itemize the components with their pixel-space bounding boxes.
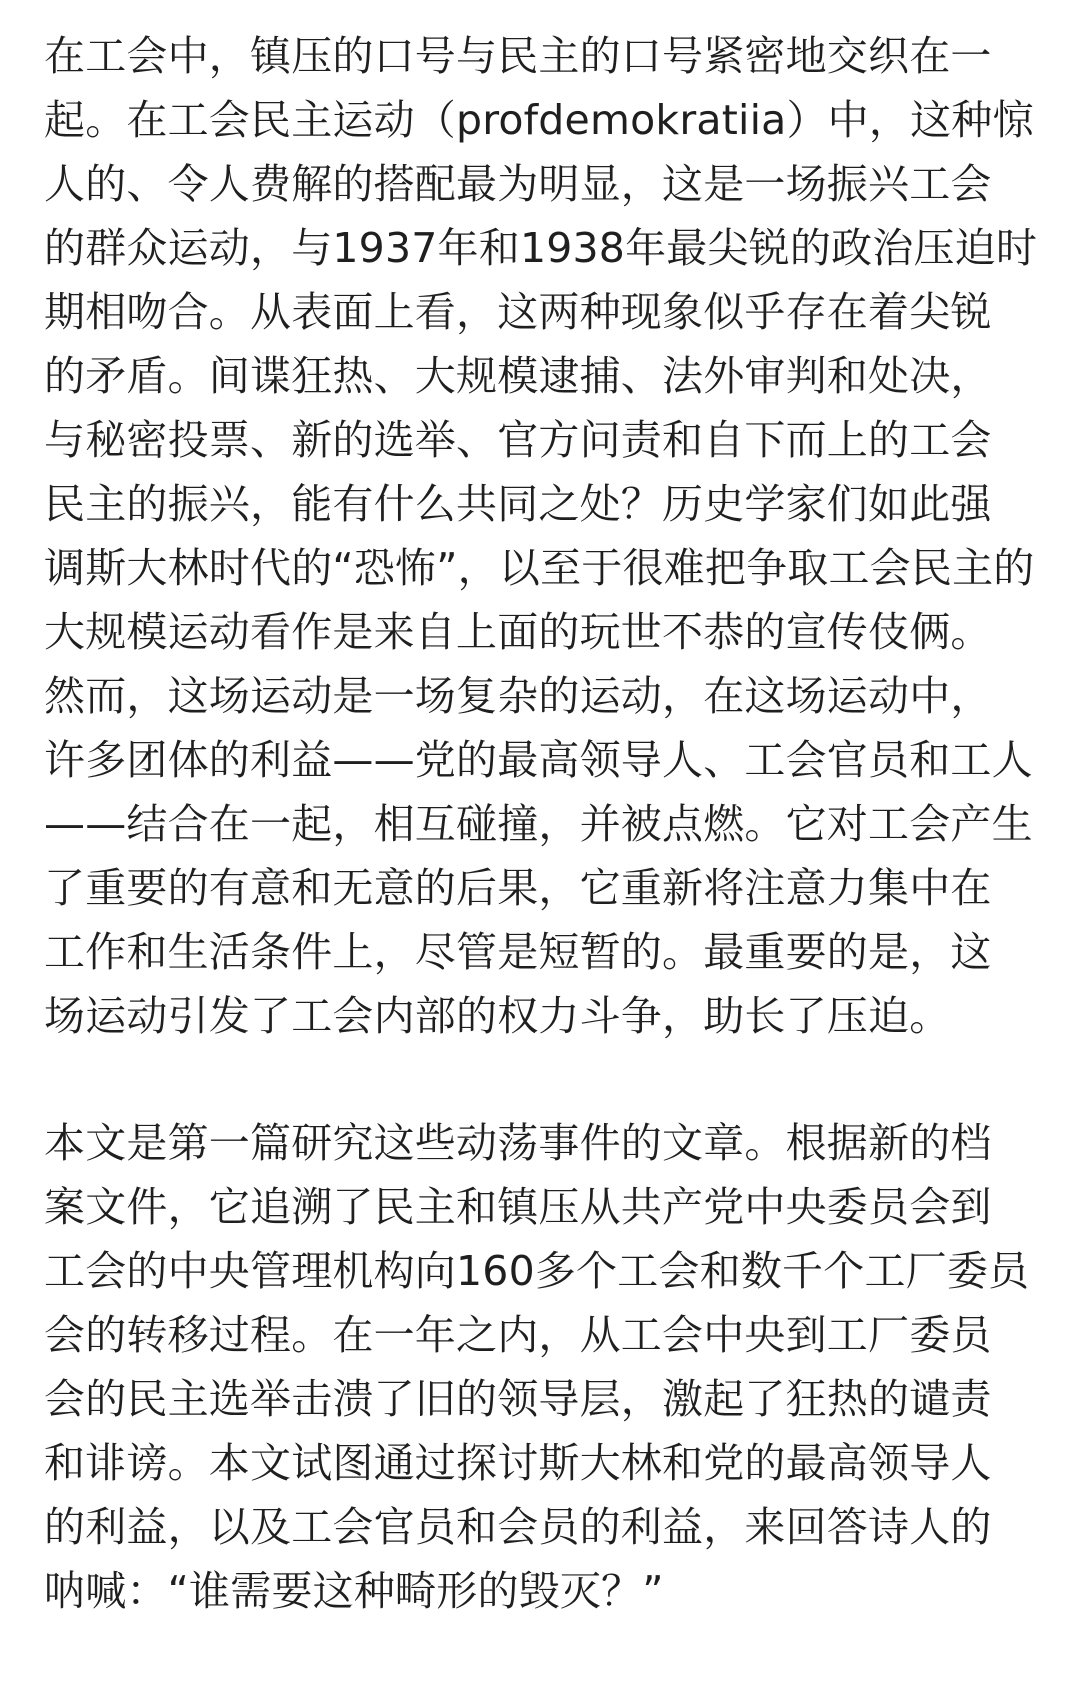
- text-line: 的矛盾。间谍狂热、大规模逮捕、法外审判和处决，: [44, 352, 992, 400]
- text-line: 和诽谤。本文试图通过探讨斯大林和党的最高领导人: [44, 1439, 992, 1487]
- text-line: 案文件，它追溯了民主和镇压从共产党中央委员会到: [44, 1183, 992, 1231]
- text-line: 起。在工会民主运动（profdemokratiia）中，这种惊: [44, 96, 1034, 144]
- text-line: 了重要的有意和无意的后果，它重新将注意力集中在: [44, 864, 992, 912]
- text-line: 的利益，以及工会官员和会员的利益，来回答诗人的: [44, 1503, 992, 1551]
- paragraph-1: [44, 0, 1044, 1048]
- text-line: 工会的中央管理机构向160多个工会和数千个工厂委员: [44, 1247, 1030, 1295]
- text-line: 然而，这场运动是一场复杂的运动，在这场运动中，: [44, 672, 992, 720]
- article-body: [44, 0, 1044, 1623]
- text-line: 大规模运动看作是来自上面的玩世不恭的宣传伎俩。: [44, 608, 992, 656]
- text-line: 本文是第一篇研究这些动荡事件的文章。根据新的档: [44, 1119, 992, 1167]
- paragraph-spacer: [44, 1048, 1044, 1111]
- text-line: 的群众运动，与1937年和1938年最尖锐的政治压迫时: [44, 224, 1038, 272]
- text-line: 期相吻合。从表面上看，这两种现象似乎存在着尖锐: [44, 288, 992, 336]
- text-line: 与秘密投票、新的选举、官方问责和自下而上的工会: [44, 416, 992, 464]
- text-line: ——结合在一起，相互碰撞，并被点燃。它对工会产生: [44, 800, 1033, 848]
- text-line: 许多团体的利益——党的最高领导人、工会官员和工人: [44, 736, 1033, 784]
- text-line: 工作和生活条件上，尽管是短暂的。最重要的是，这: [44, 928, 992, 976]
- paragraph-2: [44, 1111, 1044, 1623]
- text-line: 在工会中，镇压的口号与民主的口号紧密地交织在一: [44, 32, 992, 80]
- text-line: 民主的振兴，能有什么共同之处？历史学家们如此强: [44, 480, 992, 528]
- text-line: 呐喊：“谁需要这种畸形的毁灭？”: [44, 1567, 664, 1615]
- text-line: 场运动引发了工会内部的权力斗争，助长了压迫。: [44, 992, 951, 1040]
- text-line: 会的转移过程。在一年之内，从工会中央到工厂委员: [44, 1311, 992, 1359]
- text-line: 调斯大林时代的“恐怖”，以至于很难把争取工会民主的: [44, 544, 1035, 592]
- text-line: 会的民主选举击溃了旧的领导层，激起了狂热的谴责: [44, 1375, 992, 1423]
- text-line: 人的、令人费解的搭配最为明显，这是一场振兴工会: [44, 160, 992, 208]
